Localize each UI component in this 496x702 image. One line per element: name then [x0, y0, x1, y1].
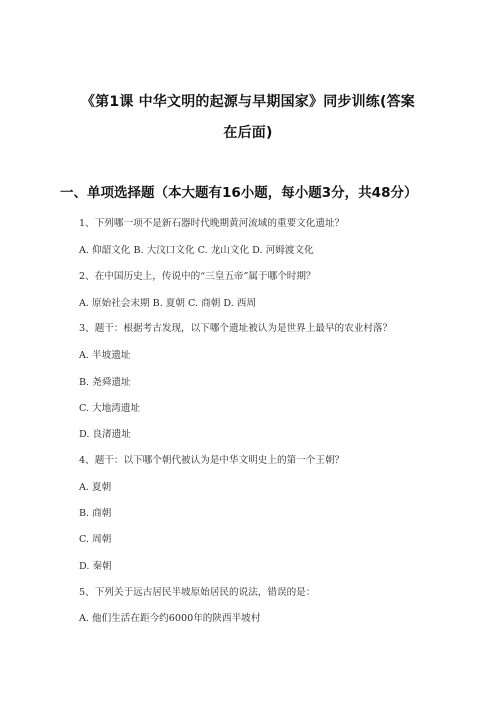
- question-4-option-d: D. 秦朝: [79, 561, 112, 572]
- question-4-stem: 4、题干：以下哪个朝代被认为是中华文明史上的第一个王朝？: [79, 455, 345, 466]
- question-4-option-c: C. 周朝: [79, 534, 112, 545]
- document-title-line-2: 在后面): [223, 125, 273, 141]
- question-4-option-b: B. 商朝: [79, 508, 112, 519]
- question-3-option-b: B. 尧舜遗址: [79, 377, 131, 388]
- document-title-line-1: 《第1课 中华文明的起源与早期国家》同步训练(答案: [80, 94, 415, 110]
- question-3-option-a: A. 半坡遗址: [79, 350, 131, 361]
- question-3-option-c: C. 大地湾遗址: [79, 403, 141, 414]
- question-4-option-a: A. 夏朝: [79, 482, 112, 493]
- question-3-option-d: D. 良渚遗址: [79, 429, 131, 440]
- question-5-option-a: A. 他们生活在距今约6000年的陕西半坡村: [79, 613, 261, 624]
- question-2-stem: 2、在中国历史上，传说中的“三皇五帝”属于哪个时期？: [79, 271, 316, 282]
- question-1-options: A. 仰韶文化 B. 大汶口文化 C. 龙山文化 D. 河姆渡文化: [79, 245, 314, 256]
- question-3-stem: 3、题干：根据考古发现，以下哪个遗址被认为是世界上最早的农业村落？: [79, 323, 393, 334]
- question-1-stem: 1、下列哪一项不是新石器时代晚期黄河流域的重要文化遗址？: [79, 218, 345, 229]
- question-2-options: A. 原始社会末期 B. 夏朝 C. 商朝 D. 西周: [79, 298, 256, 309]
- section-heading: 一、单项选择题（本大题有16小题，每小题3分，共48分）: [60, 185, 418, 201]
- question-5-stem: 5、下列关于远古居民半坡原始居民的说法，错误的是：: [79, 587, 316, 598]
